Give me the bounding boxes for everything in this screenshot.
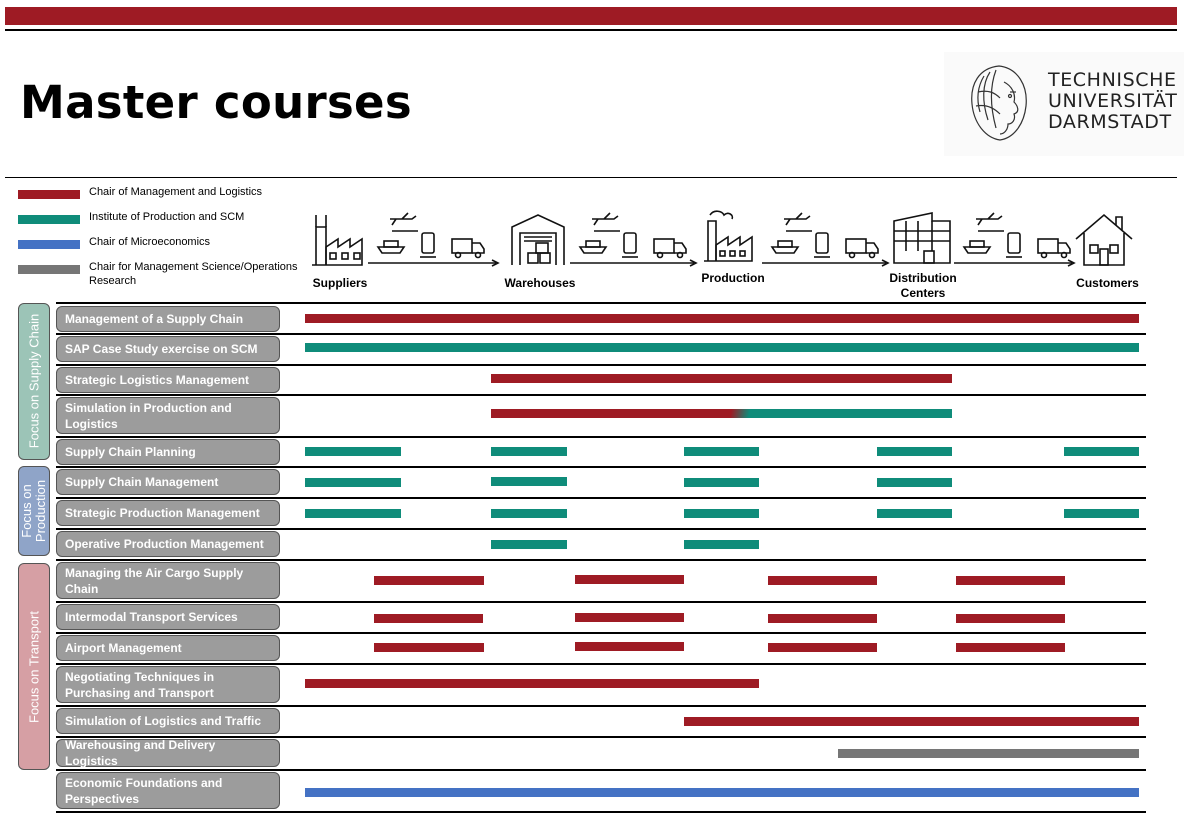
course-negotiating-techniques[interactable]: Negotiating Techniques in Purchasing and Transport xyxy=(56,666,280,703)
course-bar xyxy=(768,643,877,652)
row-divider xyxy=(56,333,1146,335)
course-bar xyxy=(305,343,1139,352)
course-bar xyxy=(877,509,952,518)
focus-label: Focus on Transport xyxy=(26,611,42,723)
supply-chain-flow xyxy=(300,205,1150,275)
course-bar xyxy=(575,642,684,651)
focus-label-line: Production xyxy=(33,479,48,543)
transport-icons xyxy=(954,213,1074,266)
row-divider xyxy=(56,601,1146,603)
transport-icons xyxy=(570,213,696,266)
focus-label: Focus on Supply Chain xyxy=(26,313,42,449)
distribution-center-icon xyxy=(894,213,950,263)
house-icon xyxy=(1076,215,1132,265)
course-managing-air-cargo[interactable]: Managing the Air Cargo Supply Chain xyxy=(56,562,280,599)
course-bar xyxy=(305,478,401,487)
course-simulation-logistics-traffic[interactable]: Simulation of Logistics and Traffic xyxy=(56,708,280,734)
transport-icons xyxy=(762,213,888,266)
row-divider xyxy=(56,436,1146,438)
header-divider xyxy=(5,29,1177,31)
logo-line: TECHNISCHE xyxy=(1048,69,1177,91)
logo-line: DARMSTADT xyxy=(1048,111,1172,133)
course-bar xyxy=(768,576,877,585)
course-bar xyxy=(877,447,952,456)
course-sap-case-study[interactable]: SAP Case Study exercise on SCM xyxy=(56,336,280,362)
course-economic-foundations[interactable]: Economic Foundations and Perspectives xyxy=(56,772,280,809)
row-divider xyxy=(56,705,1146,707)
course-bar xyxy=(684,717,1139,726)
legend-item-logistics xyxy=(18,185,318,205)
athena-seal-icon xyxy=(964,62,1034,144)
focus-label-line: Focus on xyxy=(19,484,34,538)
course-bar xyxy=(374,576,484,585)
logo-line: UNIVERSITÄT xyxy=(1048,90,1178,112)
course-warehousing-delivery[interactable]: Warehousing and Delivery Logistics xyxy=(56,739,280,767)
course-intermodal-transport[interactable]: Intermodal Transport Services xyxy=(56,604,280,630)
focus-label xyxy=(20,466,48,556)
course-bar xyxy=(374,614,483,623)
legend-label: Chair of Microeconomics xyxy=(89,236,211,248)
legend-item-opsresearch xyxy=(18,260,318,290)
focus-group-production xyxy=(18,466,50,556)
row-divider xyxy=(56,559,1146,561)
row-divider xyxy=(56,394,1146,396)
course-bar xyxy=(491,447,567,456)
course-supply-chain-management[interactable]: Supply Chain Management xyxy=(56,469,280,495)
legend-item-production xyxy=(18,210,318,230)
row-divider xyxy=(56,663,1146,665)
stage-warehouses: Warehouses xyxy=(504,276,576,290)
focus-group-supply-chain xyxy=(18,303,50,460)
page-title: Master courses xyxy=(20,76,412,129)
row-divider xyxy=(56,302,1146,304)
course-bar xyxy=(684,447,759,456)
course-bar xyxy=(684,509,759,518)
course-supply-chain-planning[interactable]: Supply Chain Planning xyxy=(56,439,280,465)
row-divider xyxy=(56,466,1146,468)
course-airport-management[interactable]: Airport Management xyxy=(56,635,280,661)
stage-customers: Customers xyxy=(1076,276,1139,290)
course-management-of-a-supply-chain[interactable]: Management of a Supply Chain xyxy=(56,306,280,332)
course-bar xyxy=(684,540,759,549)
warehouse-icon xyxy=(512,215,564,265)
course-bar xyxy=(374,643,484,652)
stage-distribution-centers: Distribution Centers xyxy=(889,271,957,300)
legend-label: Chair for Management Science/Operations Research xyxy=(89,261,298,287)
course-bar xyxy=(1064,447,1139,456)
section-divider xyxy=(5,177,1177,178)
course-bar xyxy=(838,749,1139,758)
row-divider xyxy=(56,769,1146,771)
course-bar xyxy=(956,643,1065,652)
stage-production: Production xyxy=(701,271,765,285)
course-simulation-production-logistics[interactable]: Simulation in Production and Logistics xyxy=(56,397,280,434)
course-operative-production-management[interactable]: Operative Production Management xyxy=(56,531,280,557)
course-bar xyxy=(684,478,759,487)
logo-wordmark xyxy=(1048,70,1177,133)
course-bar xyxy=(956,614,1065,623)
course-strategic-logistics-management[interactable]: Strategic Logistics Management xyxy=(56,367,280,393)
course-bar xyxy=(305,509,401,518)
row-divider xyxy=(56,528,1146,530)
university-logo xyxy=(944,52,1184,156)
course-bar xyxy=(305,447,401,456)
row-divider xyxy=(56,364,1146,366)
course-bar xyxy=(491,374,952,383)
course-bar xyxy=(305,679,759,688)
factory-icon xyxy=(312,215,362,265)
course-bar xyxy=(491,509,567,518)
course-bar xyxy=(305,788,1139,797)
course-bar xyxy=(491,477,567,486)
course-bar xyxy=(575,613,684,622)
course-bar xyxy=(305,314,1139,323)
course-bar xyxy=(877,478,952,487)
legend-swatch xyxy=(18,190,80,199)
legend-swatch xyxy=(18,215,80,224)
course-bar xyxy=(491,540,567,549)
legend-item-microeconomics xyxy=(18,235,318,255)
brand-bar xyxy=(5,7,1177,25)
legend-label: Chair of Management and Logistics xyxy=(89,186,263,198)
transport-icons xyxy=(368,213,498,266)
focus-group-transport xyxy=(18,563,50,770)
course-bar xyxy=(956,576,1065,585)
row-divider xyxy=(56,497,1146,499)
production-plant-icon xyxy=(704,211,752,261)
row-divider xyxy=(56,632,1146,634)
course-bar xyxy=(575,575,684,584)
course-bar xyxy=(768,614,877,623)
course-bar xyxy=(1064,509,1139,518)
legend-label: Institute of Production and SCM xyxy=(89,211,245,223)
course-bar xyxy=(491,409,952,418)
legend-swatch xyxy=(18,240,80,249)
stage-suppliers: Suppliers xyxy=(312,276,368,290)
legend-swatch xyxy=(18,265,80,274)
course-strategic-production-management[interactable]: Strategic Production Management xyxy=(56,500,280,526)
row-divider xyxy=(56,811,1146,813)
